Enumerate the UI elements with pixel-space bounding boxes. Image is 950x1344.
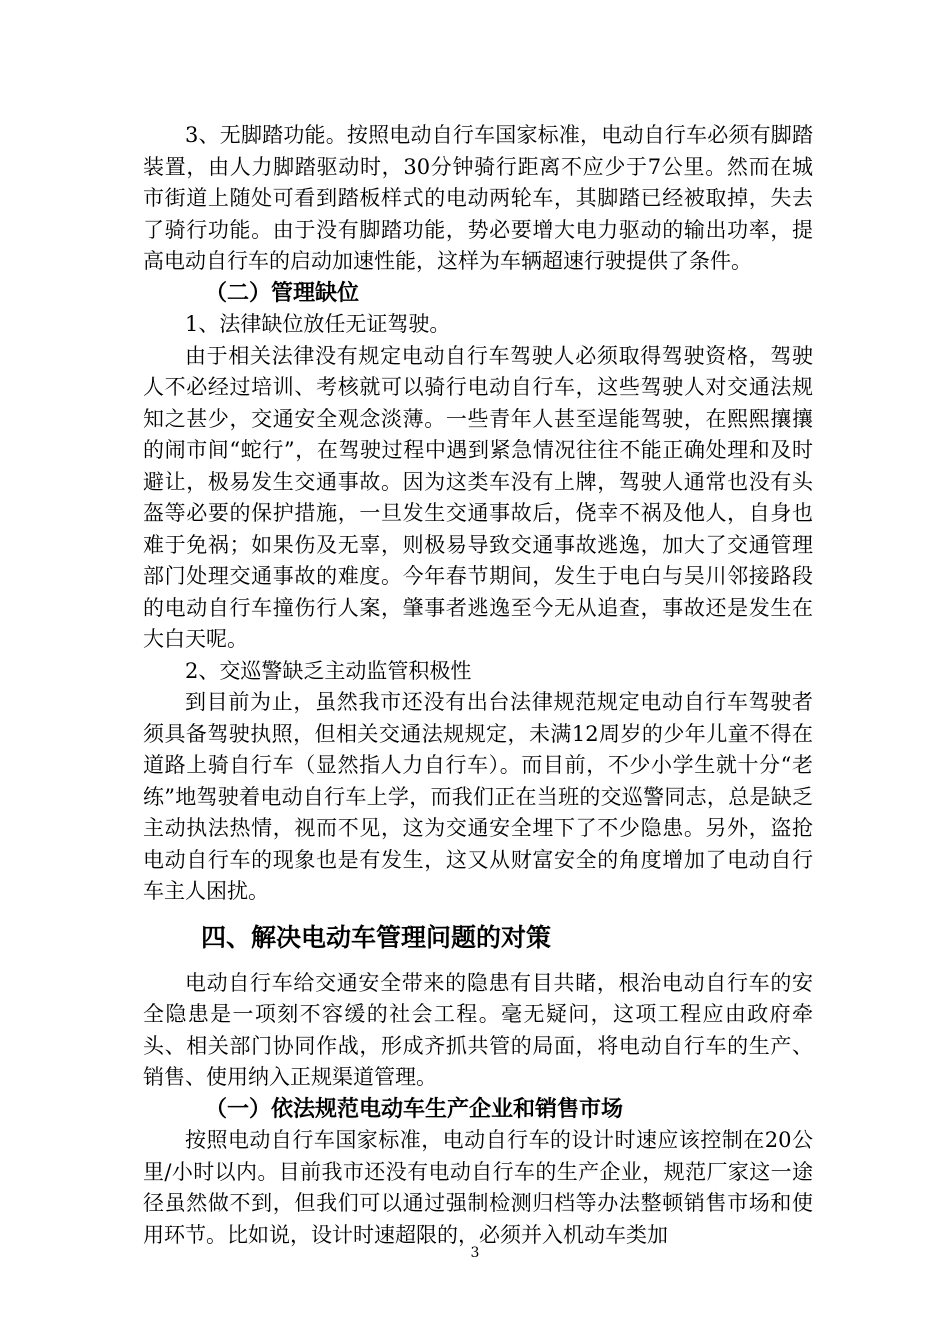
heading-management-gap: （二）管理缺位: [205, 279, 360, 306]
paragraph-countermeasures: 电动自行车给交通安全带来的隐患有目共睹，根治电动自行车的安全隐患是一项刻不容缓的社会工程。毫无疑问，这项工程应由政府牵头、相关部门协同作战，形成齐抓共管的局面，将电动自行车的生产、销售、使用纳入正规渠道管理。: [143, 970, 813, 1089]
item-police-supervision: 2、交巡警缺乏主动监管积极性: [185, 658, 472, 683]
paragraph-no-pedal: 3、无脚踏功能。按照电动自行车国家标准，电动自行车必须有脚踏装置，由人力脚踏驱动时，30分钟骑行距离不应少于7公里。然而在城市街道上随处可看到踏板样式的电动两轮车，其脚踏已经被取掉，失去了骑行功能。由于没有脚踏功能，势必要增大电力驱动的输出功率，提高电动自行车的启动加速性能，这样为车辆超速行驶提供了条件。: [143, 123, 813, 273]
paragraph-law-gap: 由于相关法律没有规定电动自行车驾驶人必须取得驾驶资格，驾驶人不必经过培训、考核就可以骑行电动自行车，这些驾驶人对交通法规知之甚少，交通安全观念淡薄。一些青年人甚至逞能驾驶，在熙熙攘攘的闹市间“蛇行”，在驾驶过程中遇到紧急情况往往不能正确处理和及时避让，极易发生交通事故。因为这类车没有上牌，驾驶人通常也没有头盔等必要的保护措施，一旦发生交通事故后，侥幸不祸及他人，自身也难于免祸；如果伤及无辜，则极易导致交通事故逃逸，加大了交通管理部门处理交通事故的难度。今年春节期间，发生于电白与吴川邻接路段的电动自行车撞伤行人案，肇事者逃逸至今无从追查，事故还是发生在大白天呢。: [143, 343, 813, 651]
item-law-gap: 1、法律缺位放任无证驾驶。: [185, 312, 451, 336]
heading-regulate-production: （一）依法规范电动车生产企业和销售市场: [205, 1095, 624, 1122]
heading-section-four: 四、解决电动车管理问题的对策: [201, 922, 552, 952]
paragraph-speed-standard: 按照电动自行车国家标准，电动自行车的设计时速应该控制在20公里/小时以内。目前我市还没有电动自行车的生产企业，规范厂家这一途径虽然做不到，但我们可以通过强制检测归档等办法整顿销售市场和使用环节。比如说，设计时速超限的，必须并入机动车类加: [143, 1128, 813, 1247]
paragraph-police-supervision: 到目前为止，虽然我市还没有出台法律规范规定电动自行车驾驶者须具备驾驶执照，但相关交通法规规定，未满12周岁的少年儿童不得在道路上骑自行车（显然指人力自行车）。而目前，不少小学生就十分“老练”地驾驶着电动自行车上学，而我们正在当班的交巡警同志，总是缺乏主动执法热情，视而不见，这为交通安全埋下了不少隐患。另外，盗抢电动自行车的现象也是有发生，这又从财富安全的角度增加了电动自行车主人困扰。: [143, 690, 813, 903]
document-body: [143, 120, 813, 1251]
page-number: 3: [470, 1245, 480, 1261]
